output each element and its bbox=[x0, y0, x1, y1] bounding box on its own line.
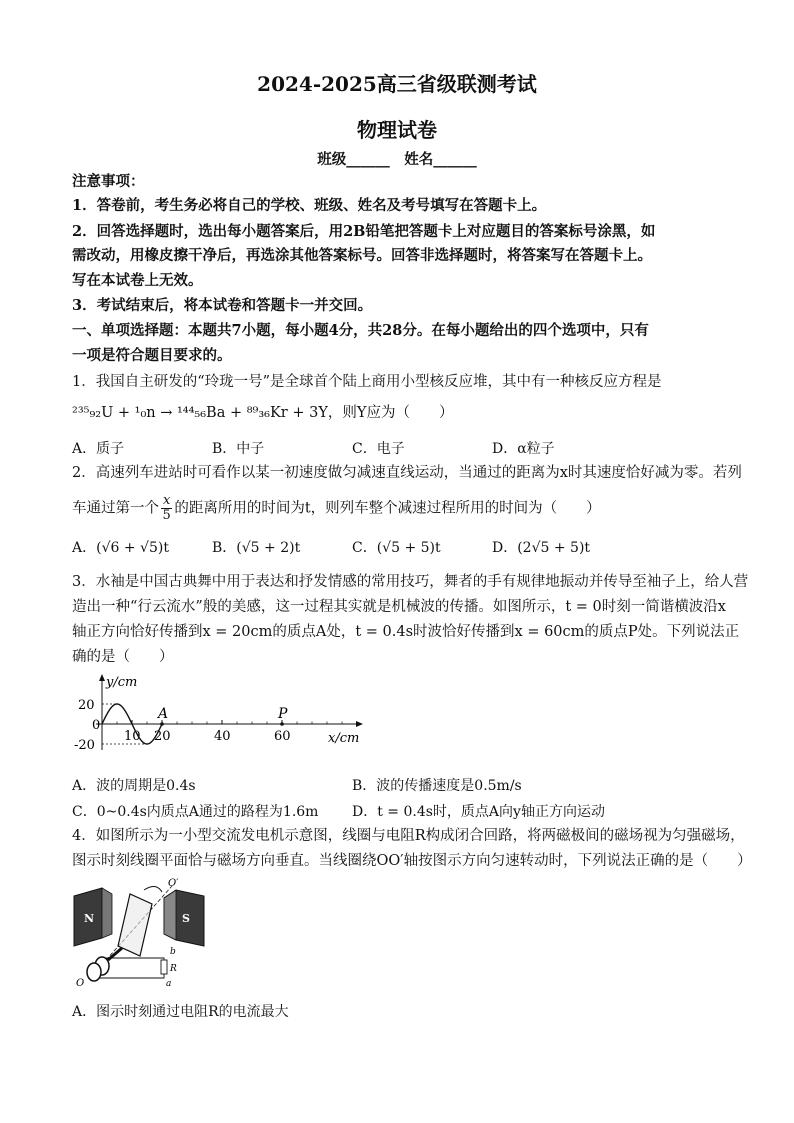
q3-option-d: D．t = 0.4s时，质点A向y轴正方向运动 bbox=[352, 804, 605, 820]
circuit-wire-a bbox=[100, 974, 164, 978]
circuit-wire-b bbox=[106, 958, 164, 960]
x-tick-label-0: 10 bbox=[124, 729, 141, 744]
point-label-A: A bbox=[158, 706, 169, 722]
q2-stem-line-2 bbox=[72, 494, 732, 523]
q1-stem: 1．我国自主研发的“玲珑一号”是全球首个陆上商用小型核反应堆，其中有一种核反应方程是 bbox=[72, 374, 662, 390]
q3-stem-line-2: 造出一种“行云流水”般的美感，这一过程其实就是机械波的传播。如图所示，t = 0时刻一简谐横波沿x bbox=[72, 599, 726, 615]
q1-option-c: C．电子 bbox=[352, 441, 405, 457]
q3-option-c: C．0~0.4s内质点A通过的路程为1.6m bbox=[72, 804, 319, 820]
q3-stem-line-4: 确的是（ ） bbox=[72, 649, 174, 665]
class-name-fields: 班级______ 姓名______ bbox=[317, 151, 477, 168]
y-tick-label-2: -20 bbox=[74, 738, 95, 753]
y-tick-label-1: 0 bbox=[92, 718, 101, 733]
x-tick-label-1: 20 bbox=[154, 729, 171, 744]
north-magnet-face bbox=[102, 888, 112, 938]
q4-option-a: A．图示时刻通过电阻R的电流最大 bbox=[72, 1004, 289, 1020]
north-label: N bbox=[84, 912, 95, 925]
notice-item-1: 1．答卷前，考生务必将自己的学校、班级、姓名及考号填写在答题卡上。 bbox=[72, 197, 547, 214]
q2-fraction bbox=[161, 494, 172, 523]
terminal-b-label: b bbox=[170, 947, 176, 957]
q1-option-b: B．中子 bbox=[212, 441, 265, 457]
q2-option-a: A．(√6 + √5)t bbox=[72, 540, 169, 556]
notice-item-2-line-1: 2．回答选择题时，选出每小题答案后，用2B铅笔把答题卡上对应题目的答案标号涂黑，如 bbox=[72, 223, 656, 240]
q1-equation: ²³⁵₉₂U + ¹₀n → ¹⁴⁴₅₆Ba + ⁸⁹₃₆Kr + 3Y，则Y应为（ ） bbox=[72, 405, 454, 421]
exam-subtitle: 物理试卷 bbox=[357, 118, 437, 142]
notice-item-3: 3．考试结束后，将本试卷和答题卡一并交回。 bbox=[72, 297, 373, 314]
resistor-label: R bbox=[170, 964, 177, 974]
y-axis-label: y/cm bbox=[106, 675, 138, 690]
section-1-heading-line-1: 一、单项选择题：本题共7小题，每小题4分，共28分。在每小题给出的四个选项中，只有 bbox=[72, 322, 649, 339]
rotation-arrow bbox=[144, 886, 162, 892]
q2-stem-line-2-start: 车通过第一个 bbox=[72, 500, 159, 517]
slip-ring-2 bbox=[87, 963, 101, 981]
south-label: S bbox=[182, 912, 190, 925]
q2-fraction-denominator: 5 bbox=[162, 508, 171, 523]
q2-option-c: C．(√5 + 5)t bbox=[352, 540, 441, 556]
q4-stem-line-2: 图示时刻线圈平面恰与磁场方向垂直。当线圈绕OO′轴按图示方向匀速转动时，下列说法正确的是（ ） bbox=[72, 853, 752, 869]
q4-stem-line-1: 4．如图所示为一小型交流发电机示意图，线圈与电阻R构成闭合回路，将两磁极间的磁场视为匀强磁场， bbox=[72, 828, 745, 844]
notice-item-2-line-3: 写在本试卷上无效。 bbox=[72, 272, 203, 289]
point-P bbox=[280, 722, 284, 726]
q3-stem-line-1: 3．水袖是中国古典舞中用于表达和抒发情感的常用技巧，舞者的手有规律地振动并传导至袖子上，给人营 bbox=[72, 574, 749, 590]
wave-chart bbox=[72, 672, 372, 760]
q2-option-d: D．(2√5 + 5)t bbox=[492, 540, 591, 556]
point-A bbox=[160, 722, 164, 726]
y-axis-arrow bbox=[99, 674, 105, 681]
q3-option-b: B．波的传播速度是0.5m/s bbox=[352, 778, 522, 794]
coil-loop bbox=[118, 894, 152, 956]
resistor-R bbox=[161, 960, 167, 974]
q2-option-b: B．(√5 + 2)t bbox=[212, 540, 301, 556]
q1-option-a: A．质子 bbox=[72, 441, 125, 457]
x-tick-label-3: 60 bbox=[274, 729, 291, 744]
q3-option-a: A．波的周期是0.4s bbox=[72, 778, 196, 794]
generator-figure bbox=[72, 876, 212, 988]
section-1-heading-line-2: 一项是符合题目要求的。 bbox=[72, 347, 232, 364]
axis-top-label: O′ bbox=[168, 878, 179, 889]
x-axis-arrow bbox=[356, 721, 363, 727]
notice-heading: 注意事项： bbox=[72, 173, 145, 190]
q1-option-d: D．α粒子 bbox=[492, 441, 555, 457]
exam-title: 2024-2025高三省级联测考试 bbox=[257, 72, 537, 96]
q3-stem-line-3: 轴正方向恰好传播到x = 20cm的质点A处，t = 0.4s时波恰好传播到x = 60cm的质点P处。下列说法正 bbox=[72, 624, 740, 640]
x-axis-label: x/cm bbox=[328, 731, 360, 746]
axis-bottom-label: O bbox=[76, 978, 85, 988]
q2-stem-line-2-end: 的距离所用的时间为t，则列车整个减速过程所用的时间为（ ） bbox=[174, 500, 601, 517]
q2-stem-line-1: 2．高速列车进站时可看作以某一初速度做匀减速直线运动，当通过的距离为x时其速度恰好减为零。若列 bbox=[72, 465, 742, 481]
south-magnet-face bbox=[164, 890, 176, 940]
point-label-P: P bbox=[278, 706, 288, 722]
q2-fraction-numerator: x bbox=[163, 493, 171, 508]
y-tick-label-0: 20 bbox=[78, 698, 95, 713]
x-tick-label-2: 40 bbox=[214, 729, 231, 744]
notice-item-2-line-2: 需改动，用橡皮擦干净后，再选涂其他答案标号。回答非选择题时，将答案写在答题卡上。 bbox=[72, 247, 652, 264]
terminal-a-label: a bbox=[166, 979, 172, 988]
